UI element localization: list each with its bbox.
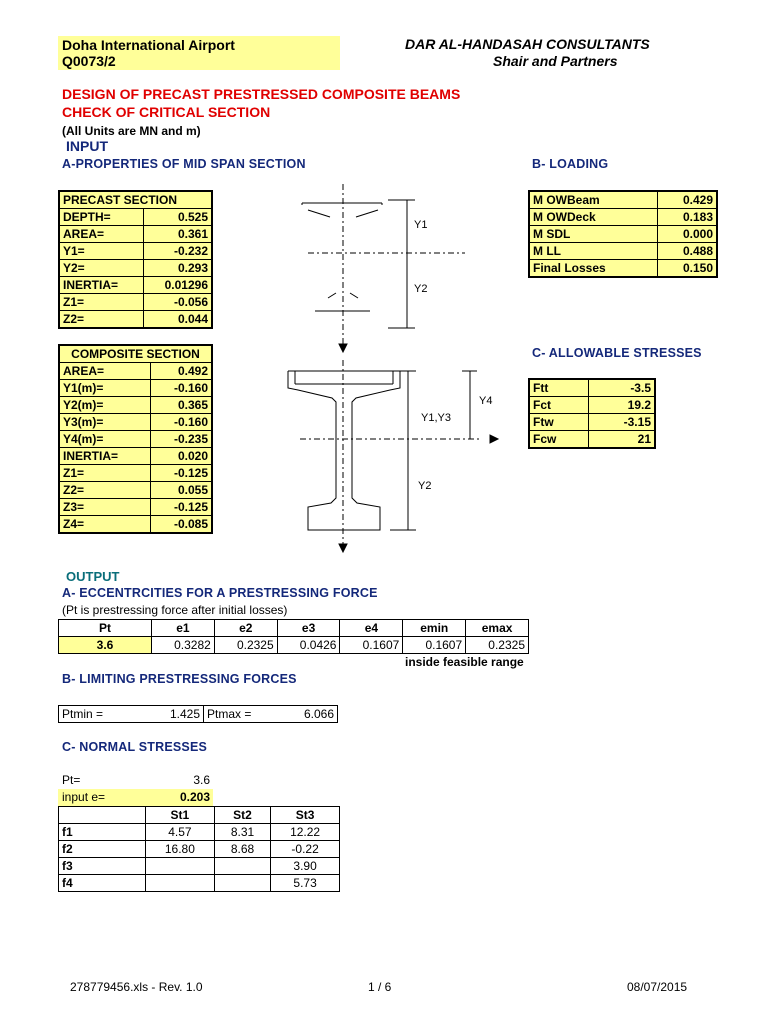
row-label: Z4= bbox=[59, 516, 151, 534]
precast-y2-label: Y2 bbox=[414, 283, 428, 295]
composite-table-header: COMPOSITE SECTION bbox=[59, 345, 212, 363]
section-a-properties: A-PROPERTIES OF MID SPAN SECTION bbox=[62, 157, 306, 171]
output-heading: OUTPUT bbox=[66, 569, 120, 584]
col-header: St3 bbox=[271, 807, 340, 824]
project-name: Doha International Airport bbox=[62, 37, 235, 53]
table-row bbox=[59, 397, 212, 414]
table-row bbox=[529, 379, 655, 397]
limiting-forces-title: B- LIMITING PRESTRESSING FORCES bbox=[62, 672, 297, 686]
row-value: -3.15 bbox=[588, 414, 655, 431]
table-row bbox=[529, 397, 655, 414]
row-value: 0.020 bbox=[151, 448, 212, 465]
table-row bbox=[59, 858, 340, 875]
row-label: M OWBeam bbox=[529, 191, 658, 209]
row-value: 0.183 bbox=[658, 209, 718, 226]
row-label: M LL bbox=[529, 243, 658, 260]
row-value: -0.160 bbox=[151, 380, 212, 397]
table-row bbox=[529, 226, 717, 243]
table-row bbox=[59, 482, 212, 499]
row-value: 0.293 bbox=[143, 260, 212, 277]
stress-cell: 5.73 bbox=[271, 875, 340, 892]
row-label: Y1= bbox=[59, 243, 143, 260]
col-header: e1 bbox=[152, 620, 215, 637]
row-label: INERTIA= bbox=[59, 448, 151, 465]
stress-cell: -0.22 bbox=[271, 841, 340, 858]
e2-value: 0.2325 bbox=[214, 637, 277, 654]
eccentricities-title: A- ECCENTRCITIES FOR A PRESTRESSING FORCE bbox=[62, 586, 378, 600]
row-label: Z2= bbox=[59, 311, 143, 329]
composite-y13-label: Y1,Y3 bbox=[421, 412, 451, 424]
table-row bbox=[59, 277, 212, 294]
table-row bbox=[59, 841, 340, 858]
section-diagrams bbox=[240, 180, 520, 555]
row-label: Y4(m)= bbox=[59, 431, 151, 448]
footer-filename: 278779456.xls - Rev. 1.0 bbox=[70, 980, 203, 994]
table-row bbox=[59, 414, 212, 431]
normal-stresses-table bbox=[58, 806, 340, 892]
table-row bbox=[529, 191, 717, 209]
input-heading: INPUT bbox=[66, 138, 108, 154]
input-e-value[interactable]: 0.203 bbox=[179, 790, 210, 804]
emin-value: 0.1607 bbox=[403, 637, 466, 654]
e4-value: 0.1607 bbox=[340, 637, 403, 654]
table-row bbox=[59, 516, 212, 534]
col-header: e2 bbox=[214, 620, 277, 637]
row-label: Fcw bbox=[529, 431, 588, 449]
row-label: M OWDeck bbox=[529, 209, 658, 226]
row-value: 0.000 bbox=[658, 226, 718, 243]
row-value: 19.2 bbox=[588, 397, 655, 414]
title-line1: DESIGN OF PRECAST PRESTRESSED COMPOSITE BEAMS bbox=[62, 86, 461, 102]
row-label: Y2= bbox=[59, 260, 143, 277]
table-row bbox=[529, 431, 655, 449]
company-name: DAR AL-HANDASAH CONSULTANTS bbox=[405, 36, 650, 52]
table-row bbox=[59, 226, 212, 243]
normal-stresses-title: C- NORMAL STRESSES bbox=[62, 740, 208, 754]
col-header: emin bbox=[403, 620, 466, 637]
row-label: AREA= bbox=[59, 363, 151, 380]
input-e-row[interactable] bbox=[58, 789, 213, 806]
row-value: 0.365 bbox=[151, 397, 212, 414]
stress-cell bbox=[146, 858, 215, 875]
company-partners: Shair and Partners bbox=[493, 53, 618, 69]
row-label: f2 bbox=[59, 841, 146, 858]
col-header: e3 bbox=[277, 620, 340, 637]
col-header bbox=[59, 807, 146, 824]
table-row bbox=[529, 243, 717, 260]
row-value: 0.492 bbox=[151, 363, 212, 380]
table-row bbox=[529, 414, 655, 431]
col-header: Pt bbox=[59, 620, 152, 637]
section-b-loading: B- LOADING bbox=[532, 157, 609, 171]
ptmin-value: 1.425 bbox=[137, 706, 204, 723]
row-value: 0.150 bbox=[658, 260, 718, 278]
input-e-label: input e= bbox=[62, 790, 106, 804]
row-value: 0.055 bbox=[151, 482, 212, 499]
row-label: Z2= bbox=[59, 482, 151, 499]
eccentricities-note: (Pt is prestressing force after initial losses) bbox=[62, 603, 288, 617]
precast-section-sketch bbox=[302, 184, 465, 352]
row-label: Z3= bbox=[59, 499, 151, 516]
stress-cell: 3.90 bbox=[271, 858, 340, 875]
table-row bbox=[59, 824, 340, 841]
row-value: 0.525 bbox=[143, 209, 212, 226]
row-label: INERTIA= bbox=[59, 277, 143, 294]
stress-cell bbox=[146, 875, 215, 892]
row-value: -0.125 bbox=[151, 465, 212, 482]
row-value: -0.160 bbox=[151, 414, 212, 431]
table-row bbox=[59, 637, 529, 654]
row-value: 21 bbox=[588, 431, 655, 449]
table-row bbox=[59, 875, 340, 892]
table-row bbox=[59, 294, 212, 311]
row-value: 0.429 bbox=[658, 191, 718, 209]
stress-cell: 8.31 bbox=[214, 824, 270, 841]
table-row bbox=[59, 706, 338, 723]
footer-page: 1 / 6 bbox=[368, 980, 392, 994]
section-c-allowable: C- ALLOWABLE STRESSES bbox=[532, 346, 702, 360]
pt-value[interactable]: 3.6 bbox=[59, 637, 152, 654]
table-row bbox=[59, 243, 212, 260]
units-note: (All Units are MN and m) bbox=[62, 124, 201, 138]
table-row bbox=[529, 260, 717, 278]
row-label: Z1= bbox=[59, 465, 151, 482]
row-value: -0.125 bbox=[151, 499, 212, 516]
table-row bbox=[59, 431, 212, 448]
row-label: AREA= bbox=[59, 226, 143, 243]
feasible-range-note: inside feasible range bbox=[405, 655, 524, 669]
row-value: 0.361 bbox=[143, 226, 212, 243]
composite-y4-label: Y4 bbox=[479, 395, 493, 407]
stress-cell bbox=[214, 875, 270, 892]
e3-value: 0.0426 bbox=[277, 637, 340, 654]
eccentricities-table bbox=[58, 619, 529, 654]
row-label: Y3(m)= bbox=[59, 414, 151, 431]
precast-table-header: PRECAST SECTION bbox=[59, 191, 212, 209]
row-label: Y2(m)= bbox=[59, 397, 151, 414]
row-value: -0.085 bbox=[151, 516, 212, 534]
table-row bbox=[59, 465, 212, 482]
pt-label: Pt= bbox=[62, 773, 81, 787]
row-label: f3 bbox=[59, 858, 146, 875]
row-value: -0.056 bbox=[143, 294, 212, 311]
row-label: Y1(m)= bbox=[59, 380, 151, 397]
stress-cell: 4.57 bbox=[146, 824, 215, 841]
loading-table bbox=[528, 190, 718, 278]
col-header: e4 bbox=[340, 620, 403, 637]
col-header: St1 bbox=[146, 807, 215, 824]
ptmax-value: 6.066 bbox=[266, 706, 338, 723]
project-code: Q0073/2 bbox=[62, 53, 116, 69]
title-line2: CHECK OF CRITICAL SECTION bbox=[62, 104, 271, 120]
row-label: f4 bbox=[59, 875, 146, 892]
stress-cell: 16.80 bbox=[146, 841, 215, 858]
table-row bbox=[59, 448, 212, 465]
table-row bbox=[59, 311, 212, 329]
table-row bbox=[59, 209, 212, 226]
footer-date: 08/07/2015 bbox=[627, 980, 688, 994]
row-label: Z1= bbox=[59, 294, 143, 311]
row-label: Fct bbox=[529, 397, 588, 414]
pt-input-value: 3.6 bbox=[193, 773, 210, 787]
col-header: St2 bbox=[214, 807, 270, 824]
table-row bbox=[529, 209, 717, 226]
row-value: 0.01296 bbox=[143, 277, 212, 294]
row-label: Ftt bbox=[529, 379, 588, 397]
table-row bbox=[59, 499, 212, 516]
composite-section-table bbox=[58, 344, 213, 534]
row-label: Ftw bbox=[529, 414, 588, 431]
stress-cell bbox=[214, 858, 270, 875]
table-header-row bbox=[59, 807, 340, 824]
table-header-row bbox=[59, 620, 529, 637]
row-label: DEPTH= bbox=[59, 209, 143, 226]
allowable-stresses-table bbox=[528, 378, 656, 449]
precast-y1-label: Y1 bbox=[414, 219, 428, 231]
composite-y2-label: Y2 bbox=[418, 480, 432, 492]
row-label: f1 bbox=[59, 824, 146, 841]
table-row bbox=[59, 363, 212, 380]
precast-section-table bbox=[58, 190, 213, 329]
ptmin-label: Ptmin = bbox=[59, 706, 138, 723]
row-label: Final Losses bbox=[529, 260, 658, 278]
stress-cell: 8.68 bbox=[214, 841, 270, 858]
composite-section-sketch bbox=[288, 360, 498, 552]
row-value: -0.235 bbox=[151, 431, 212, 448]
table-row bbox=[59, 380, 212, 397]
row-value: 0.044 bbox=[143, 311, 212, 329]
ptmax-label: Ptmax = bbox=[204, 706, 267, 723]
row-value: -0.232 bbox=[143, 243, 212, 260]
stress-cell: 12.22 bbox=[271, 824, 340, 841]
e1-value: 0.3282 bbox=[152, 637, 215, 654]
emax-value: 0.2325 bbox=[466, 637, 529, 654]
table-row bbox=[59, 260, 212, 277]
row-value: 0.488 bbox=[658, 243, 718, 260]
project-header-box bbox=[58, 36, 340, 70]
limiting-forces-table bbox=[58, 705, 338, 723]
row-label: M SDL bbox=[529, 226, 658, 243]
row-value: -3.5 bbox=[588, 379, 655, 397]
col-header: emax bbox=[466, 620, 529, 637]
